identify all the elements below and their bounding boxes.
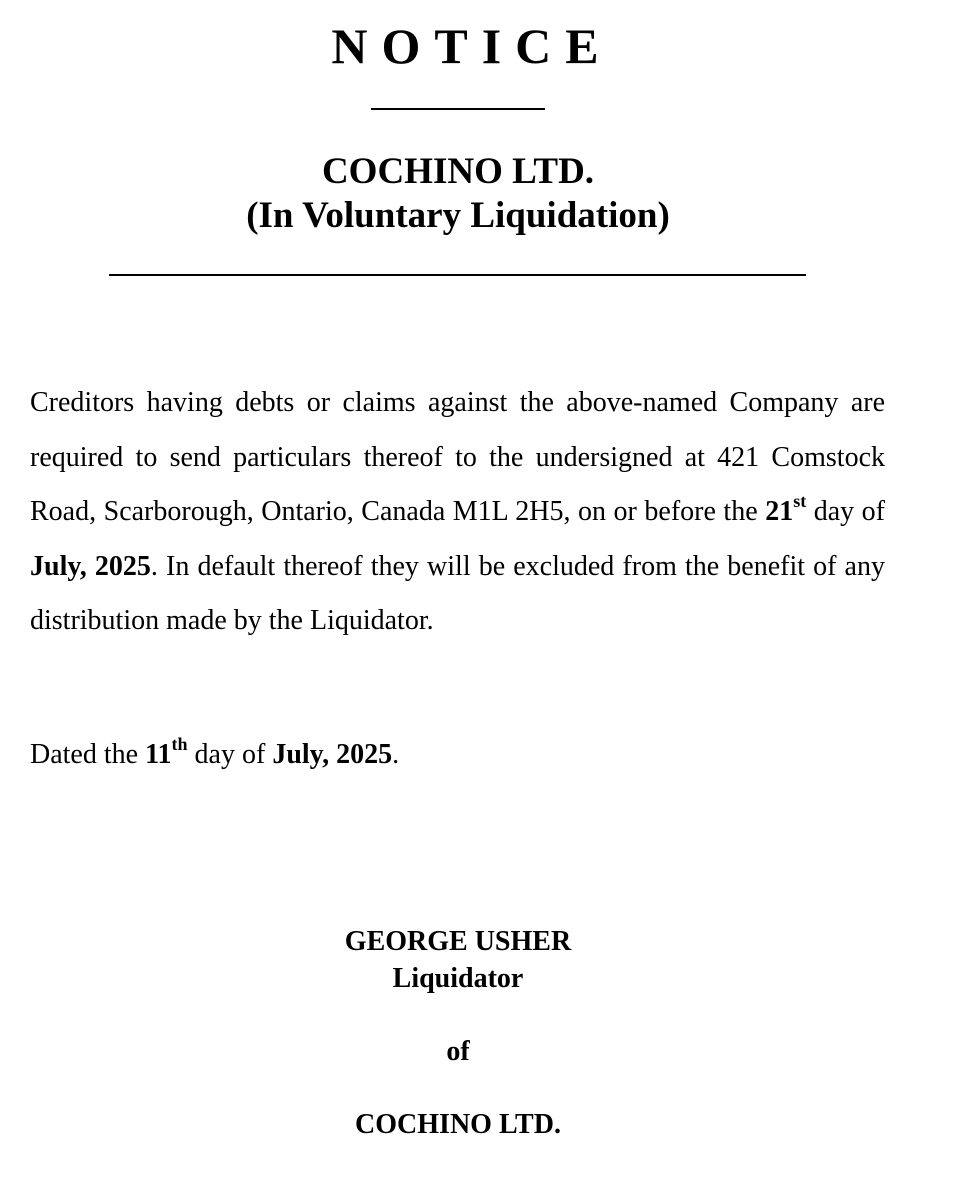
notice-title: NOTICE [331, 18, 613, 74]
title-divider [371, 108, 545, 110]
dated-end: . [392, 739, 400, 770]
deadline-day-suffix: st [793, 490, 807, 511]
deadline-month-year: July, 2025 [30, 550, 151, 582]
company-heading [0, 150, 916, 238]
liquidator-role: Liquidator [392, 963, 524, 994]
creditors-notice-paragraph [30, 376, 885, 649]
deadline-day: 21 [765, 496, 794, 528]
dated-day-suffix: th [171, 733, 188, 754]
liquidation-status: (In Voluntary Liquidation) [246, 195, 670, 236]
dated-prefix: Dated the [30, 739, 146, 770]
heading-divider [109, 274, 806, 276]
company-name: COCHINO LTD. [321, 151, 595, 192]
dated-day: 11 [145, 739, 172, 770]
signature-company: COCHINO LTD. [355, 1109, 561, 1140]
dated-line [30, 728, 885, 782]
notice-intro-text: Creditors having debts or claims against the above-named Company are required to send particulars thereof to the undersigned at 421 Comstock Road, Scarborough, Ontario, Canada M1L 2H5, on or before the [30, 387, 885, 528]
signature-of: of [446, 1036, 470, 1067]
deadline-day-of-text: day of [806, 496, 885, 528]
liquidator-name: GEORGE USHER [344, 926, 572, 957]
dated-month-year: July, 2025 [272, 739, 393, 770]
notice-tail-text: . In default thereof they will be excluded from the benefit of any distribution made by the Liquidator. [30, 550, 885, 637]
dated-day-of-text: day of [187, 739, 273, 770]
